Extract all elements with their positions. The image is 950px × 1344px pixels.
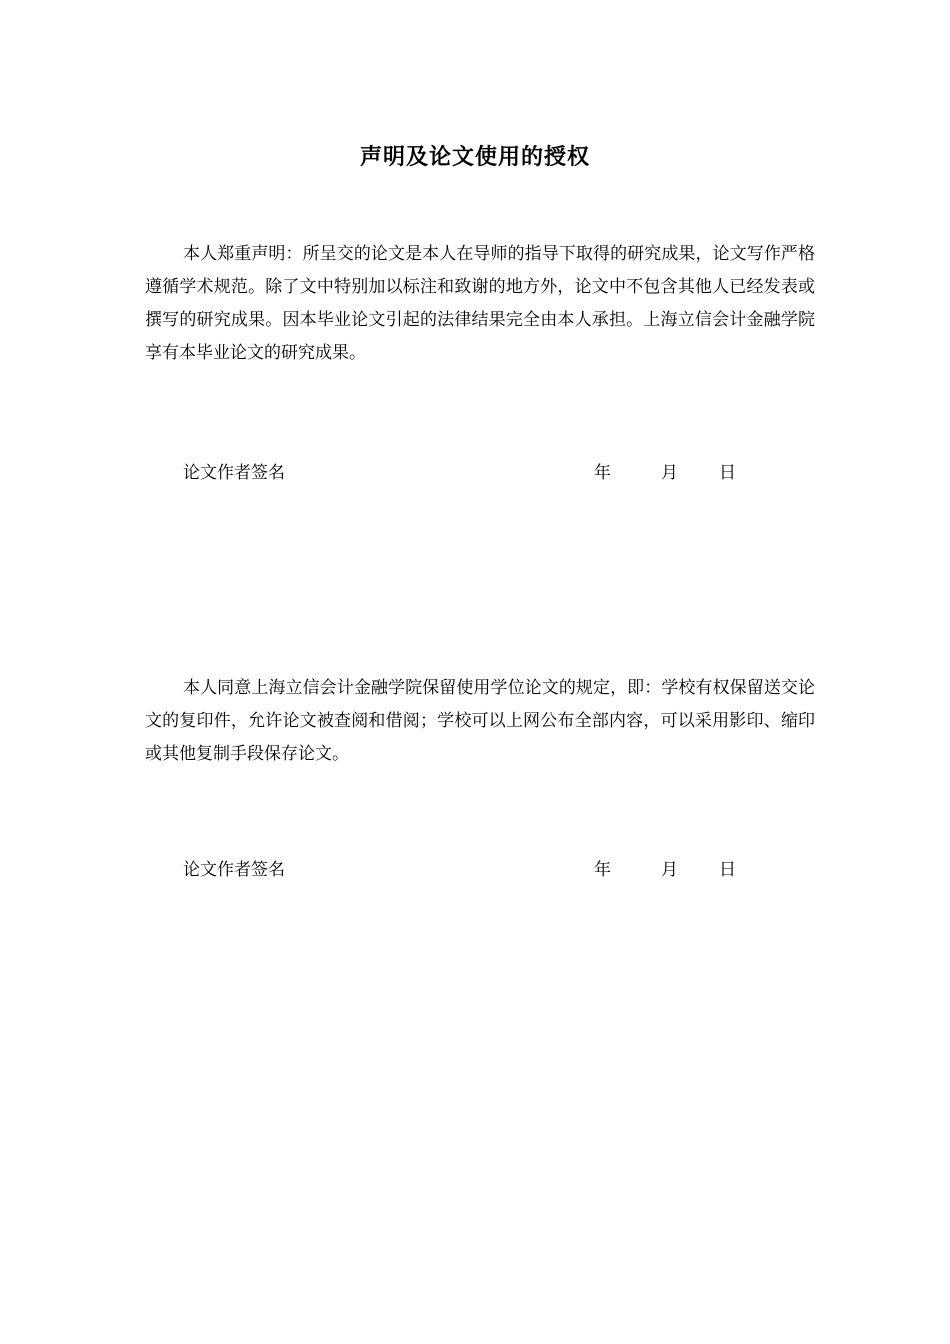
author-signature-label: 论文作者签名 [183,860,285,880]
authorization-paragraph: 本人同意上海立信会计金融学院保留使用学位论文的规定，即：学校有权保留送交论文的复印件，允许论文被查阅和借阅；学校可以上网公布全部内容，可以采用影印、缩印或其他复制手段保存论文。 [145,678,815,764]
date-month-label: 月 [661,463,678,483]
declaration-paragraph: 本人郑重声明：所呈交的论文是本人在导师的指导下取得的研究成果，论文写作严格遵循学术规范。除了文中特别加以标注和致谢的地方外，论文中不包含其他人已经发表或撰写的研究成果。因本毕业论文引起的法律结果完全由本人承担。上海立信会计金融学院享有本毕业论文的研究成果。 [145,244,815,363]
author-signature-label: 论文作者签名 [183,463,285,483]
signature-row-authorization [183,855,783,885]
date-day-label: 日 [719,860,736,880]
date-year-label: 年 [594,860,611,880]
date-month-label: 月 [661,860,678,880]
date-day-label: 日 [719,463,736,483]
date-year-label: 年 [594,463,611,483]
document-title: 声明及论文使用的授权 [359,145,590,170]
signature-row-declaration [183,458,783,488]
